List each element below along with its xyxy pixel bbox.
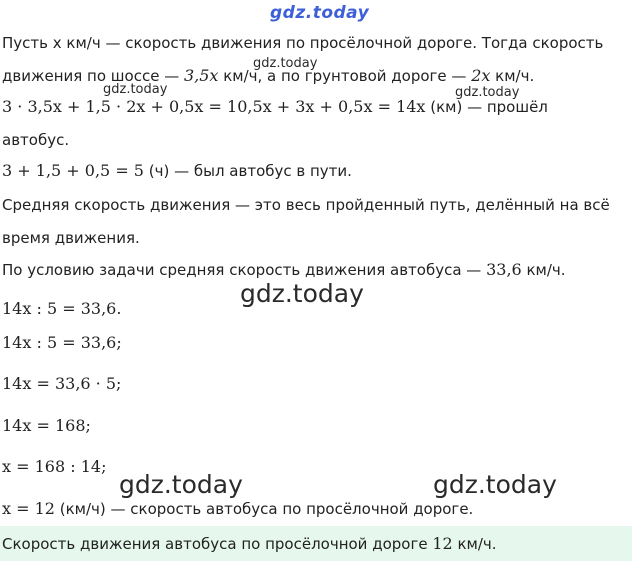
equation-2: 14x : 5 = 33,6; [2,333,122,352]
text-fragment: км/ч. [521,261,566,279]
text-line-6: Средняя скорость движения — это весь пройденный путь, делённый на всё [2,196,610,214]
text-fragment: (ч) — был автобус в пути. [143,162,352,180]
text-fragment: движения по шоссе — [2,67,184,85]
text-fragment: (км/ч) — скорость автобуса по просёлочной дороге. [54,500,474,518]
watermark: gdz.today [240,279,364,308]
equation-4: 14x = 168; [2,416,91,435]
math-expression: 33,6 [486,260,522,279]
text-line-4: автобус. [2,131,70,149]
text-line-5 [2,161,352,181]
math-expression: x = 12 [2,499,55,518]
site-logo: gdz.today [270,3,370,23]
math-expression: 3 + 1,5 + 0,5 = 5 [2,161,144,180]
text-line-8 [2,260,566,280]
text-line-1: Пусть x км/ч — скорость движения по просёлочной дороге. Тогда скорость [2,34,604,52]
math-expression: 12 [432,534,453,553]
math-expression: 3,5x [183,66,219,85]
text-line-14 [2,499,473,519]
equation-5: x = 168 : 14; [2,457,107,476]
answer-line [2,534,497,554]
watermark: gdz.today [103,82,168,97]
text-fragment: По условию задачи средняя скорость движения автобуса — [2,261,487,279]
watermark: gdz.today [455,85,520,100]
math-expression: 2x [471,66,491,85]
watermark: gdz.today [433,470,557,499]
text-fragment: км/ч. [452,535,497,553]
text-fragment: км/ч, а по грунтовой дороге — [218,67,472,85]
text-fragment: км/ч. [490,67,535,85]
watermark: gdz.today [119,470,243,499]
watermark: gdz.today [253,56,318,71]
text-fragment: Скорость движения автобуса по просёлочной дороге [2,535,433,553]
math-expression: 3 · 3,5x + 1,5 · 2x + 0,5x = 10,5x + 3x + 0,5x = 14x [2,97,426,116]
equation-3: 14x = 33,6 · 5; [2,374,122,393]
text-fragment: (км) — прошёл [425,98,548,116]
text-line-7: время движения. [2,229,140,247]
equation-1: 14x : 5 = 33,6. [2,299,122,318]
text-line-3 [2,97,548,117]
